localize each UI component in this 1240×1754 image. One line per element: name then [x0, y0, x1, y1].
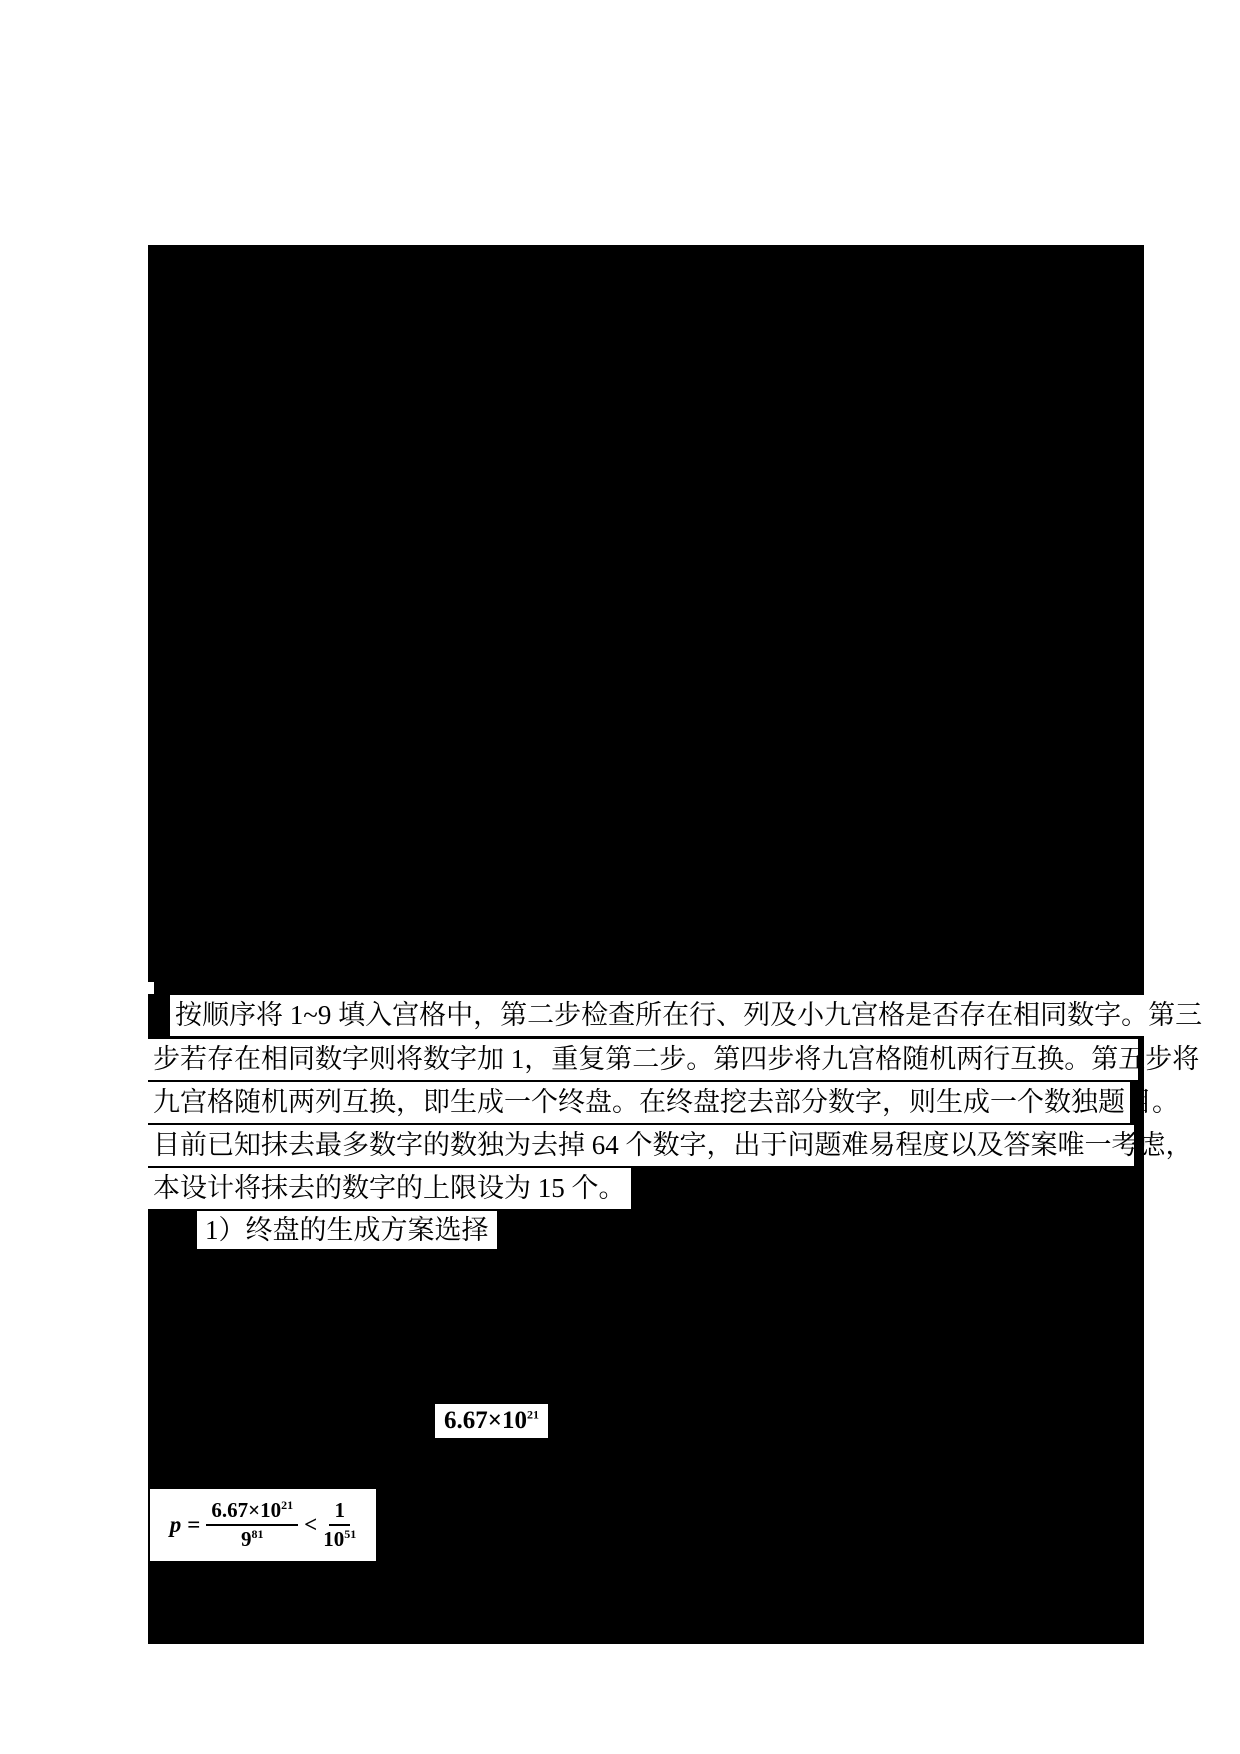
paragraph-line: 步若存在相同数字则将数字加 1，重复第二步。第四步将九宫格随机两行互换。第五步将 [148, 1039, 1138, 1080]
inline-formula-exponent: 21 [527, 1407, 539, 1422]
denominator-base: 9 [241, 1527, 252, 1551]
paragraph-line: 本设计将抹去的数字的上限设为 15 个。 [148, 1168, 631, 1209]
numerator-exponent: 21 [281, 1498, 294, 1512]
redacted-content-block [148, 245, 1144, 1644]
numerator-base: 6.67×10 [211, 1498, 282, 1522]
inline-formula-base: 6.67×10 [444, 1407, 527, 1434]
paragraph-line: 目前已知抹去最多数字的数独为去掉 64 个数字，出于问题难易程度以及答案唯一考虑， [148, 1125, 1134, 1166]
formula-fraction-left [206, 1498, 298, 1552]
less-than-sign: < [304, 1512, 318, 1537]
formula-variable: p [169, 1512, 182, 1537]
denominator-exponent: 51 [344, 1527, 357, 1541]
fraction-numerator [206, 1498, 298, 1526]
fraction-numerator: 1 [329, 1498, 350, 1526]
highlight-artifact [140, 982, 154, 994]
list-heading: 1）终盘的生成方案选择 [197, 1211, 497, 1249]
paragraph-line: 按顺序将 1~9 填入宫格中，第二步检查所在行、列及小九宫格是否存在相同数字。第三 [170, 995, 1150, 1036]
inline-formula [435, 1404, 548, 1438]
display-formula [150, 1489, 376, 1561]
formula-fraction-right [323, 1498, 356, 1552]
paragraph-line: 九宫格随机两列互换，即生成一个终盘。在终盘挖去部分数字，则生成一个数独题目。 [148, 1082, 1130, 1123]
equals-sign: = [187, 1512, 201, 1537]
fraction-denominator [241, 1526, 264, 1552]
denominator-exponent: 81 [251, 1527, 264, 1541]
fraction-denominator [323, 1526, 356, 1552]
denominator-base: 10 [323, 1527, 345, 1551]
